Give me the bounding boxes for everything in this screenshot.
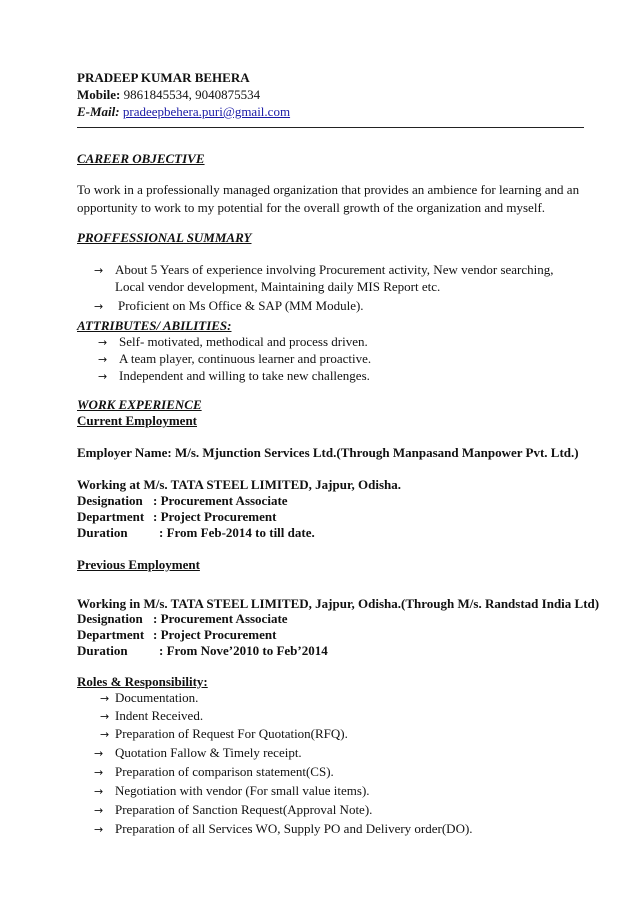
right-arrow-icon: → [94, 785, 104, 798]
mobile-line [77, 87, 260, 103]
candidate-name: PRADEEP KUMAR BEHERA [77, 70, 250, 85]
summary-item-2: Proficient on Ms Office & SAP (MM Module). [118, 298, 364, 313]
career-objective-heading: CAREER OBJECTIVE [77, 151, 205, 166]
right-arrow-icon: → [94, 264, 104, 277]
attribute-item: Self- motivated, methodical and process driven. [119, 334, 368, 349]
career-objective-line-2: opportunity to work to my potential for the overall growth of the organization and myself. [77, 200, 546, 215]
current-employment-heading: Current Employment [77, 413, 198, 428]
previous-designation [77, 611, 288, 627]
roles-heading: Roles & Responsibility: [77, 674, 208, 689]
duration-value: : From Feb-2014 to till date. [159, 525, 315, 540]
right-arrow-icon: → [94, 823, 104, 836]
duration-value: : From Nove’2010 to Feb’2014 [159, 643, 328, 658]
email-label: E-Mail: [77, 104, 120, 119]
current-duration [77, 525, 315, 541]
work-experience-heading: WORK EXPERIENCE [77, 397, 202, 412]
attribute-item: Independent and willing to take new challenges. [119, 368, 370, 383]
current-working-at: Working at M/s. TATA STEEL LIMITED, Jajpur, Odisha. [77, 477, 402, 492]
previous-department [77, 627, 276, 643]
email-link[interactable]: pradeepbehera.puri@gmail.com [122, 104, 291, 119]
right-arrow-icon: → [94, 300, 104, 313]
previous-duration [77, 643, 328, 659]
role-item: Preparation of Sanction Request(Approval Note). [115, 802, 373, 817]
designation-label: Designation [77, 493, 143, 508]
department-label: Department [77, 509, 145, 524]
right-arrow-icon: → [100, 692, 110, 705]
role-item: Preparation of comparison statement(CS). [115, 764, 334, 779]
previous-working-in: Working in M/s. TATA STEEL LIMITED, Jajpur, Odisha.(Through M/s. Randstad India Ltd) [77, 596, 600, 611]
summary-heading: PROFFESSIONAL SUMMARY [77, 230, 252, 245]
role-item: Preparation of Request For Quotation(RFQ). [115, 726, 348, 741]
right-arrow-icon: → [98, 370, 108, 383]
department-value: : Project Procurement [153, 509, 277, 524]
previous-employment-heading: Previous Employment [77, 557, 200, 572]
department-label: Department [77, 627, 145, 642]
email-line [77, 104, 290, 120]
right-arrow-icon: → [94, 747, 104, 760]
summary-item-1-line-1: About 5 Years of experience involving Procurement activity, New vendor searching, [115, 262, 554, 277]
role-item: Preparation of all Services WO, Supply PO and Delivery order(DO). [115, 821, 473, 836]
role-item: Quotation Fallow & Timely receipt. [115, 745, 302, 760]
duration-label: Duration [77, 525, 128, 540]
department-value: : Project Procurement [153, 627, 277, 642]
career-objective-line-1: To work in a professionally managed organization that provides an ambience for learning and an [77, 182, 580, 197]
right-arrow-icon: → [98, 336, 108, 349]
attributes-heading: ATTRIBUTES/ ABILITIES: [77, 318, 232, 333]
header-divider [77, 127, 584, 128]
right-arrow-icon: → [94, 804, 104, 817]
right-arrow-icon: → [98, 353, 108, 366]
designation-value: : Procurement Associate [153, 611, 288, 626]
current-designation [77, 493, 288, 509]
designation-value: : Procurement Associate [153, 493, 288, 508]
mobile-label: Mobile: [77, 87, 121, 102]
right-arrow-icon: → [94, 766, 104, 779]
employer-name: Employer Name: M/s. Mjunction Services Ltd.(Through Manpasand Manpower Pvt. Ltd.) [77, 445, 579, 460]
role-item: Negotiation with vendor (For small value items). [115, 783, 370, 798]
current-department [77, 509, 276, 525]
mobile-value: 9861845534, 9040875534 [123, 87, 261, 102]
role-item: Indent Received. [115, 708, 204, 723]
right-arrow-icon: → [100, 728, 110, 741]
summary-item-1-line-2: Local vendor development, Maintaining daily MIS Report etc. [115, 279, 441, 294]
role-item: Documentation. [115, 690, 199, 705]
duration-label: Duration [77, 643, 128, 658]
attribute-item: A team player, continuous learner and proactive. [119, 351, 372, 366]
designation-label: Designation [77, 611, 143, 626]
right-arrow-icon: → [100, 710, 110, 723]
